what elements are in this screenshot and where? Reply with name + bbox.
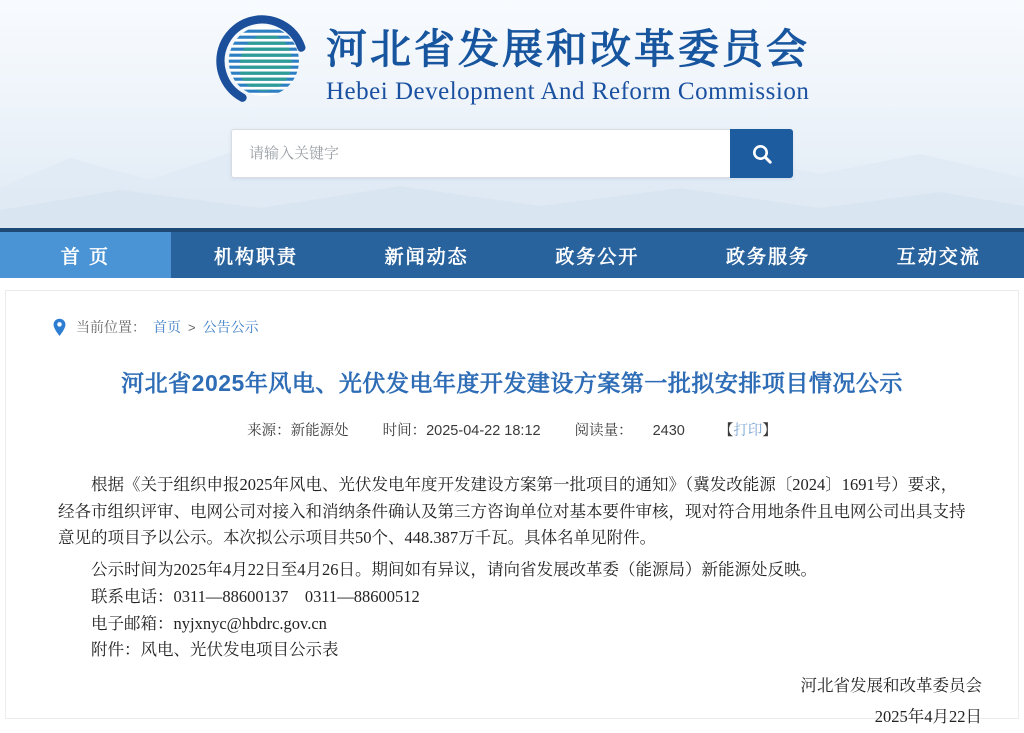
org-logo-icon	[214, 13, 310, 109]
article-body	[58, 472, 966, 664]
site-header	[0, 0, 1024, 228]
meta-views	[575, 419, 685, 440]
nav-item-duties[interactable]: 机构职责	[214, 246, 299, 268]
breadcrumb-label: 当前位置：	[76, 319, 146, 335]
meta-time-label: 时间：	[382, 423, 427, 439]
paragraph-attachment: 附件：风电、光伏发电项目公示表	[91, 640, 339, 660]
print-link-label: 打印	[733, 423, 763, 439]
meta-views-value: 2430	[652, 423, 685, 439]
paragraph-contact-email: 电子邮箱：nyjxnyc@hbdrc.gov.cn	[91, 613, 327, 633]
breadcrumb	[6, 291, 1018, 337]
meta-source-label: 来源：	[247, 423, 291, 439]
meta-views-label: 阅读量：	[574, 423, 633, 439]
main-nav	[0, 228, 1024, 278]
brand	[214, 13, 810, 109]
meta-source	[247, 419, 349, 440]
breadcrumb-link-home[interactable]: 首页	[153, 319, 181, 335]
article-signature	[42, 670, 982, 733]
search-icon	[750, 142, 774, 166]
print-bracket-close: 】	[762, 423, 777, 439]
print-bracket-open: 【	[718, 423, 734, 439]
nav-item-gov-services[interactable]: 政务服务	[726, 246, 811, 268]
print-button[interactable]	[719, 419, 777, 440]
nav-item-gov-disclosure[interactable]: 政务公开	[555, 246, 640, 268]
signature-date: 2025年4月22日	[874, 707, 982, 727]
search-input[interactable]	[231, 129, 730, 178]
org-title-en: Hebei Development And Reform Commission	[326, 78, 810, 105]
paragraph-contact-phone: 联系电话：0311—88600137 0311—88600512	[91, 586, 420, 606]
signature-org: 河北省发展和改革委员会	[800, 676, 982, 696]
breadcrumb-separator: >	[188, 319, 196, 335]
nav-item-home[interactable]: 首 页	[0, 232, 171, 278]
meta-time-value: 2025-04-22 18:12	[426, 423, 541, 439]
article-meta	[6, 419, 1018, 440]
paragraph-publicity-period: 公示时间为2025年4月22日至4月26日。期间如有异议，请向省发展改革委（能源局）新能源处反映。	[91, 560, 817, 580]
search-button[interactable]	[730, 129, 793, 178]
breadcrumb-link-announcements[interactable]: 公告公示	[202, 319, 259, 335]
brand-text	[326, 16, 810, 106]
search-bar	[231, 129, 793, 178]
article-title: 河北省2025年风电、光伏发电年度开发建设方案第一批拟安排项目情况公示	[121, 370, 903, 396]
location-pin-icon	[52, 318, 67, 337]
paragraph-notice: 根据《关于组织申报2025年风电、光伏发电年度开发建设方案第一批项目的通知》（冀发改能源〔2024〕1691号）要求，经各市组织评审、电网公司对接入和消纳条件确认及第三方咨询单位对基本要件审核，现对符合用地条件且电网公司出具支持意见的项目予以公示。本次拟公示项目共50个、448.387万千瓦。具体名单见附件。	[58, 475, 966, 548]
nav-item-news[interactable]: 新闻动态	[384, 246, 469, 268]
org-title-cn: 河北省发展和改革委员会	[326, 26, 810, 72]
meta-source-value: 新能源处	[290, 423, 349, 439]
content-card	[5, 290, 1019, 727]
nav-item-interaction[interactable]: 互动交流	[896, 246, 981, 268]
meta-time	[383, 419, 541, 440]
